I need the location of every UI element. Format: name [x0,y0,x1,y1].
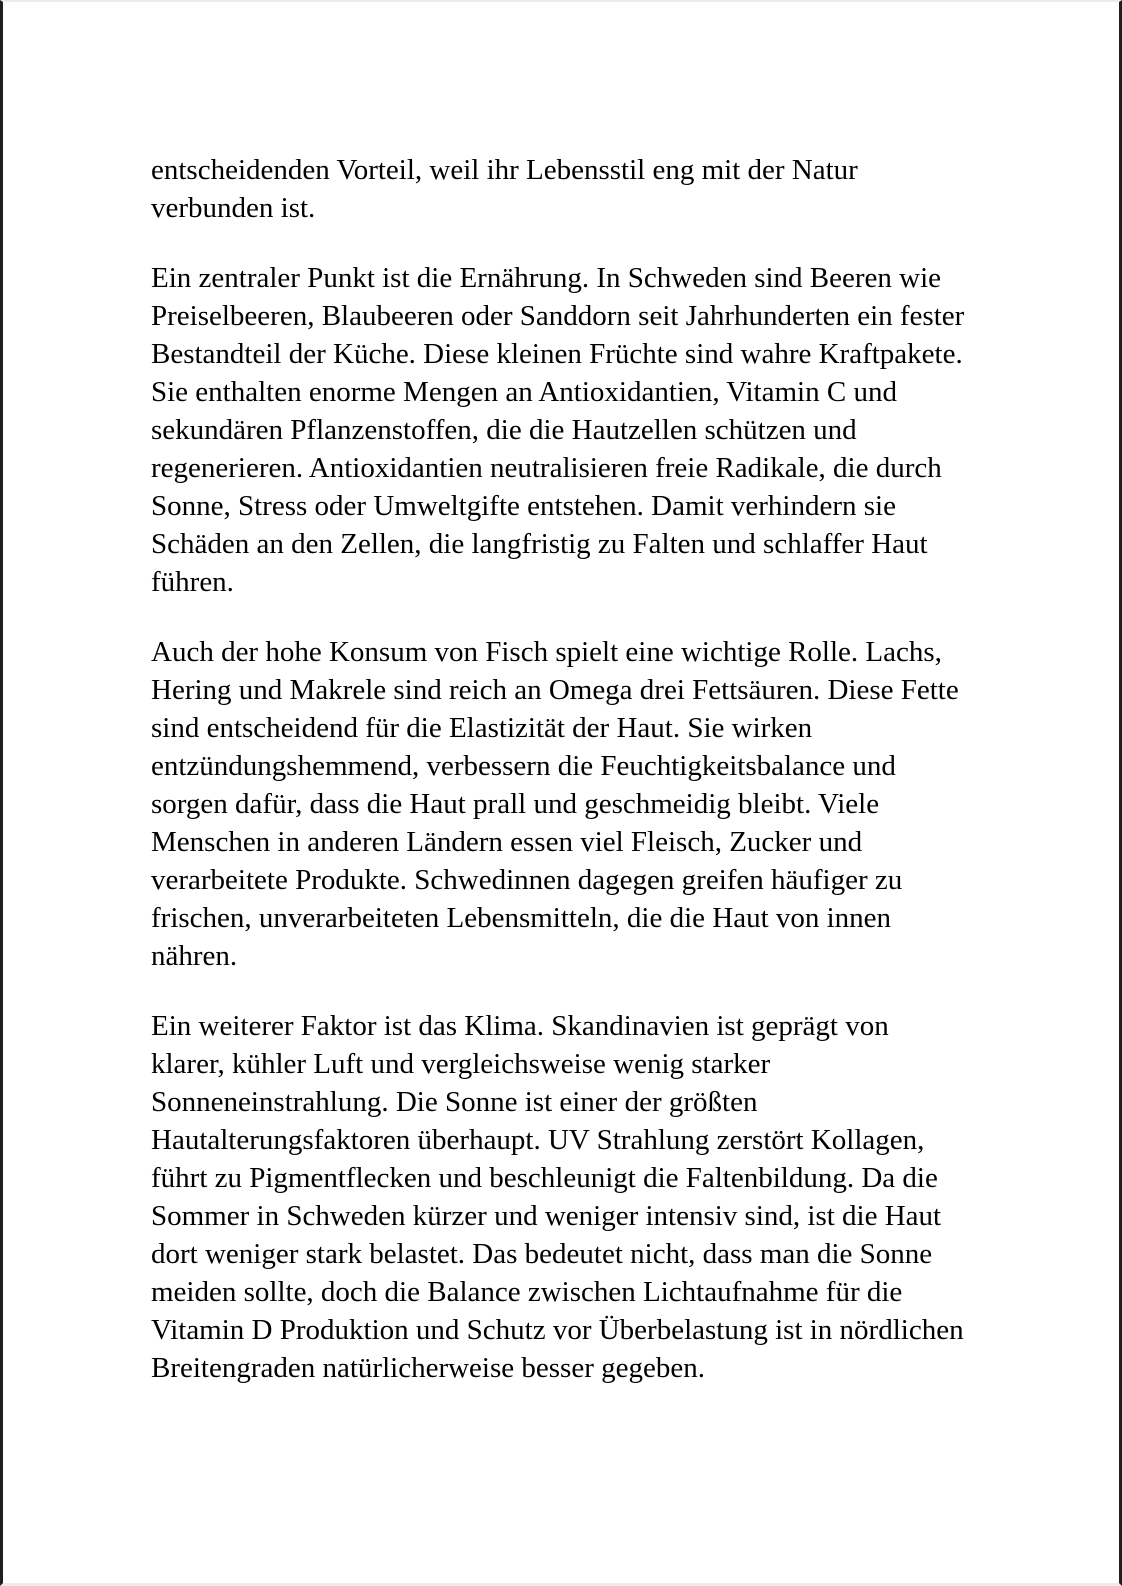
paragraph-fisch: Auch der hohe Konsum von Fisch spielt eine wichtige Rolle. Lachs, Hering und Makrele sind reich an Omega drei Fettsäuren. Diese Fette sind entscheidend für die Elastizität der Haut. Sie wirken entzündungshemmend, verbessern die Feuchtigkeitsbalance und sorgen dafür, dass die Haut prall und geschmeidig bleibt. Viele Menschen in anderen Ländern essen viel Fleisch, Zucker und verarbeitete Produkte. Schwedinnen dagegen greifen häufiger zu frischen, unverarbeiteten Lebensmitteln, die die Haut von innen nähren. [151,636,959,972]
paragraph-intro-fragment: entscheidenden Vorteil, weil ihr Lebensstil eng mit der Natur verbunden ist. [151,154,858,224]
document-text [3,2,1119,1387]
paragraph-klima: Ein weiterer Faktor ist das Klima. Skandinavien ist geprägt von klarer, kühler Luft und vergleichsweise wenig starker Sonneneinstrahlung. Die Sonne ist einer der größten Hautalterungsfaktoren überhaupt. UV Strahlung zerstört Kollagen, führt zu Pigmentflecken und beschleunigt die Faltenbildung. Da die Sommer in Schweden kürzer und weniger intensiv sind, ist die Haut dort weniger stark belastet. Das bedeutet nicht, dass man die Sonne meiden sollte, doch die Balance zwischen Lichtaufnahme für die Vitamin D Produktion und Schutz vor Überbelastung ist in nördlichen Breitengraden natürlicherweise besser gegeben. [151,1010,964,1384]
paragraph-ernaehrung: Ein zentraler Punkt ist die Ernährung. In Schweden sind Beeren wie Preiselbeeren, Blaubeeren oder Sanddorn seit Jahrhunderten ein fester Bestandteil der Küche. Diese kleinen Früchte sind wahre Kraftpakete. Sie enthalten enorme Mengen an Antioxidantien, Vitamin C und sekundären Pflanzenstoffen, die die Hautzellen schützen und regenerieren. Antioxidantien neutralisieren freie Radikale, die durch Sonne, Stress oder Umweltgifte entstehen. Damit verhindern sie Schäden an den Zellen, die langfristig zu Falten und schlaffer Haut führen. [151,262,965,598]
